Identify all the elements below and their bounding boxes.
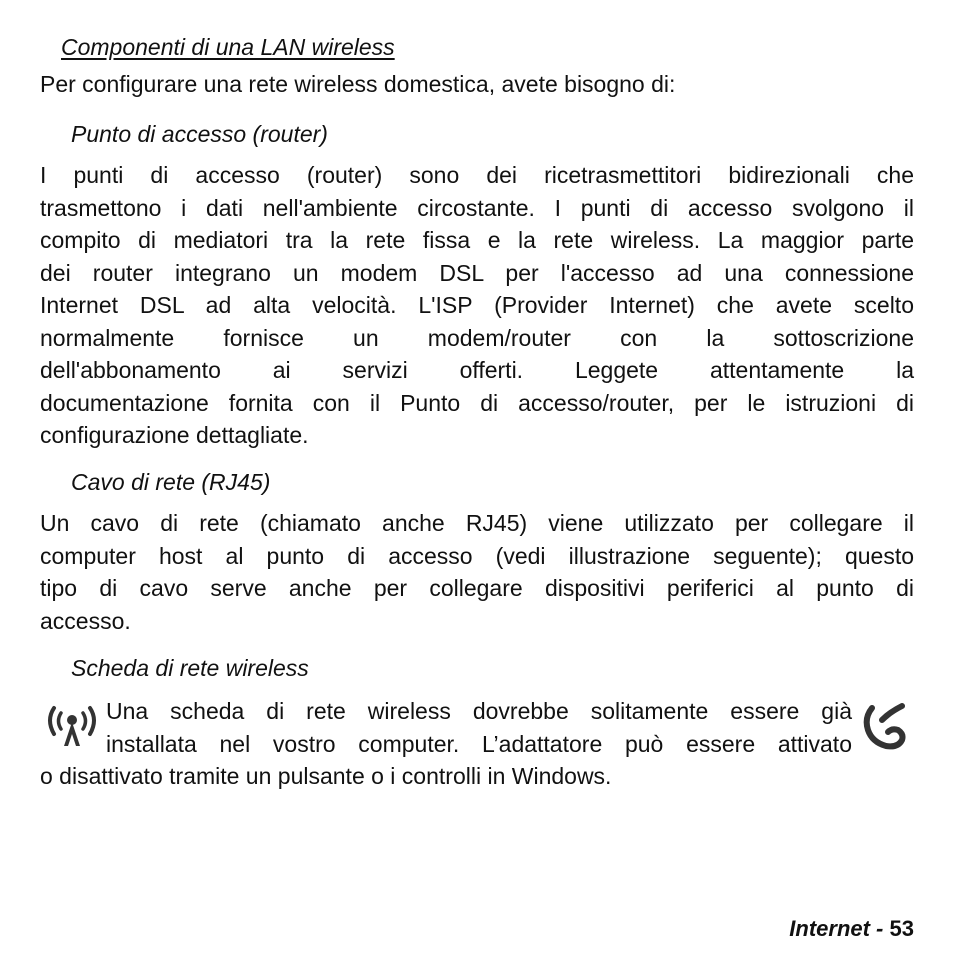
hand-note-icon — [858, 700, 910, 754]
section-heading: Componenti di una LAN wireless — [61, 34, 395, 60]
text-line: I punti di accesso (router) sono dei ricetrasmettitori bidirezionali che — [40, 162, 914, 188]
paragraph-access-point — [40, 159, 914, 452]
text-line: dell'abbonamento ai servizi offerti. Leggete attentamente la — [40, 357, 914, 383]
intro-text: Per configurare una rete wireless domestica, avete bisogno di: — [40, 71, 676, 97]
text-line: compito di mediatori tra la rete fissa e la rete wireless. La maggior parte — [40, 227, 914, 253]
paragraph-wireless-card — [106, 695, 852, 760]
text-line: normalmente fornisce un modem/router con la sottoscrizione — [40, 324, 914, 351]
subheading-network-cable: Cavo di rete (RJ45) — [71, 469, 271, 495]
text-line: configurazione dettagliate. — [40, 422, 309, 448]
footer-section-label: Internet - — [789, 916, 884, 941]
page-footer — [789, 916, 914, 942]
text-line: Internet DSL ad alta velocità. L'ISP (Provider Internet) che avete scelto — [40, 292, 914, 318]
paragraph-network-cable — [40, 507, 914, 637]
text-line: tipo di cavo serve anche per collegare dispositivi periferici al punto di — [40, 575, 914, 601]
text-line: Una scheda di rete wireless dovrebbe solitamente essere già — [106, 698, 852, 724]
text-line: computer host al punto di accesso (vedi illustrazione seguente); questo — [40, 542, 914, 569]
subheading-wireless-card: Scheda di rete wireless — [71, 655, 309, 681]
text-line: dei router integrano un modem DSL per l'accesso ad una connessione — [40, 259, 914, 286]
text-line: o disattivato tramite un pulsante o i controlli in Windows. — [40, 763, 612, 789]
wireless-antenna-icon — [44, 702, 100, 748]
text-line: installata nel vostro computer. L’adattatore può essere attivato — [106, 730, 852, 757]
page-number: 53 — [889, 916, 914, 941]
text-line: Un cavo di rete (chiamato anche RJ45) viene utilizzato per collegare il — [40, 510, 914, 536]
text-line: trasmettono i dati nell'ambiente circostante. I punti di accesso svolgono il — [40, 194, 914, 221]
text-line: accesso. — [40, 607, 131, 634]
text-line: documentazione fornita con il Punto di accesso/router, per le istruzioni di — [40, 389, 914, 416]
subheading-access-point: Punto di accesso (router) — [71, 121, 328, 147]
